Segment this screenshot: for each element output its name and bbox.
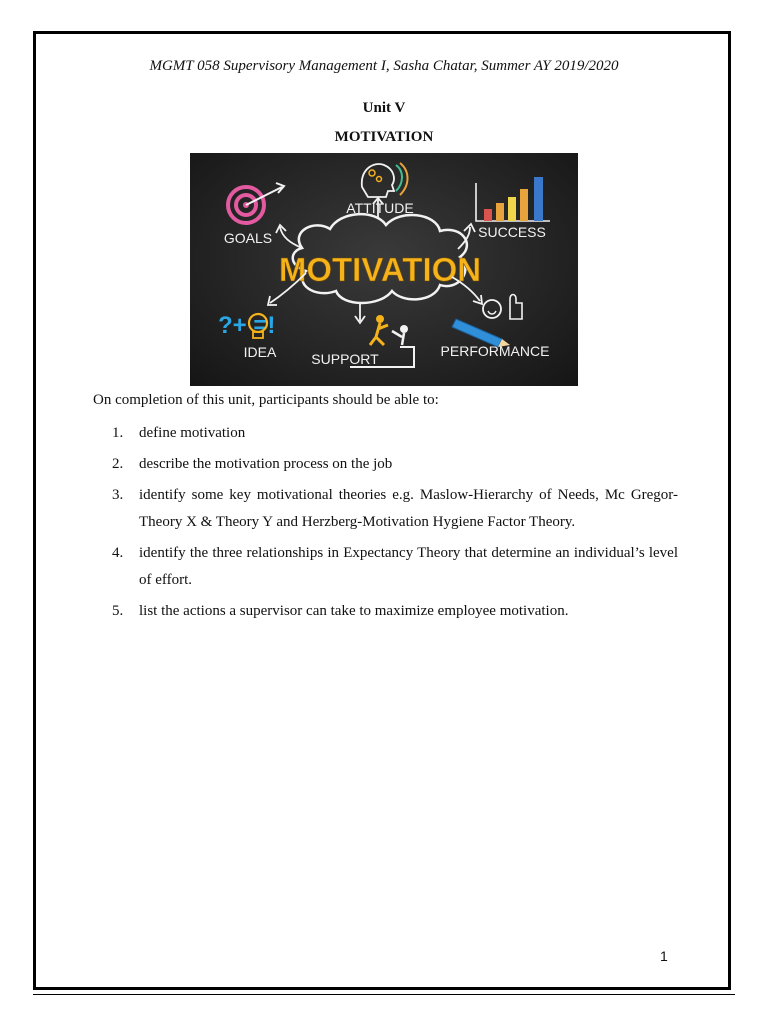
list-item-number: 1. bbox=[112, 425, 124, 441]
list-item bbox=[112, 598, 678, 625]
node-performance: PERFORMANCE bbox=[440, 343, 550, 359]
unit-label: Unit V bbox=[362, 100, 406, 116]
node-success: SUCCESS bbox=[478, 224, 546, 240]
course-header: MGMT 058 Supervisory Management I, Sasha Chatar, Summer AY 2019/2020 bbox=[149, 58, 619, 74]
list-item-text: identify some key motivational theories e.g. Maslow-Hierarchy of Needs, Mc Gregor-Theory X & Theory Y and Herzberg-Motivation Hygiene Factor Theory. bbox=[139, 487, 678, 530]
goals-target-icon bbox=[228, 183, 284, 223]
idea-glyphs: ?+ =! bbox=[218, 312, 276, 339]
node-attitude: ATTITUDE bbox=[346, 200, 414, 216]
idea-bulb-icon bbox=[218, 312, 275, 339]
list-item-number: 4. bbox=[112, 545, 124, 561]
page-border-bottom-rule bbox=[33, 994, 735, 995]
objectives-intro: On completion of this unit, participants should be able to: bbox=[93, 392, 439, 408]
node-idea: IDEA bbox=[243, 344, 277, 360]
list-item bbox=[112, 451, 678, 478]
node-support: SUPPORT bbox=[311, 351, 379, 367]
cloud-word: MOTIVATION bbox=[278, 251, 482, 288]
performance-pencil-icon bbox=[452, 295, 522, 348]
list-item bbox=[112, 420, 678, 447]
list-item-text: list the actions a supervisor can take to maximize employee motivation. bbox=[139, 603, 569, 619]
list-item-text: identify the three relationships in Expectancy Theory that determine an individual’s level of effort. bbox=[139, 545, 678, 588]
page-number: 1 bbox=[660, 948, 668, 964]
list-item-number: 5. bbox=[112, 603, 124, 619]
unit-topic: MOTIVATION bbox=[334, 129, 434, 145]
list-item-number: 2. bbox=[112, 456, 124, 472]
node-goals: GOALS bbox=[223, 230, 273, 246]
list-item-number: 3. bbox=[112, 487, 124, 503]
attitude-head-icon bbox=[362, 163, 408, 197]
list-item-text: describe the motivation process on the job bbox=[139, 456, 393, 472]
motivation-chalkboard-image bbox=[190, 153, 578, 386]
list-item bbox=[112, 482, 678, 536]
success-chart-icon bbox=[476, 177, 550, 221]
list-item-text: define motivation bbox=[139, 425, 246, 441]
objectives-list bbox=[112, 420, 678, 629]
list-item bbox=[112, 540, 678, 594]
